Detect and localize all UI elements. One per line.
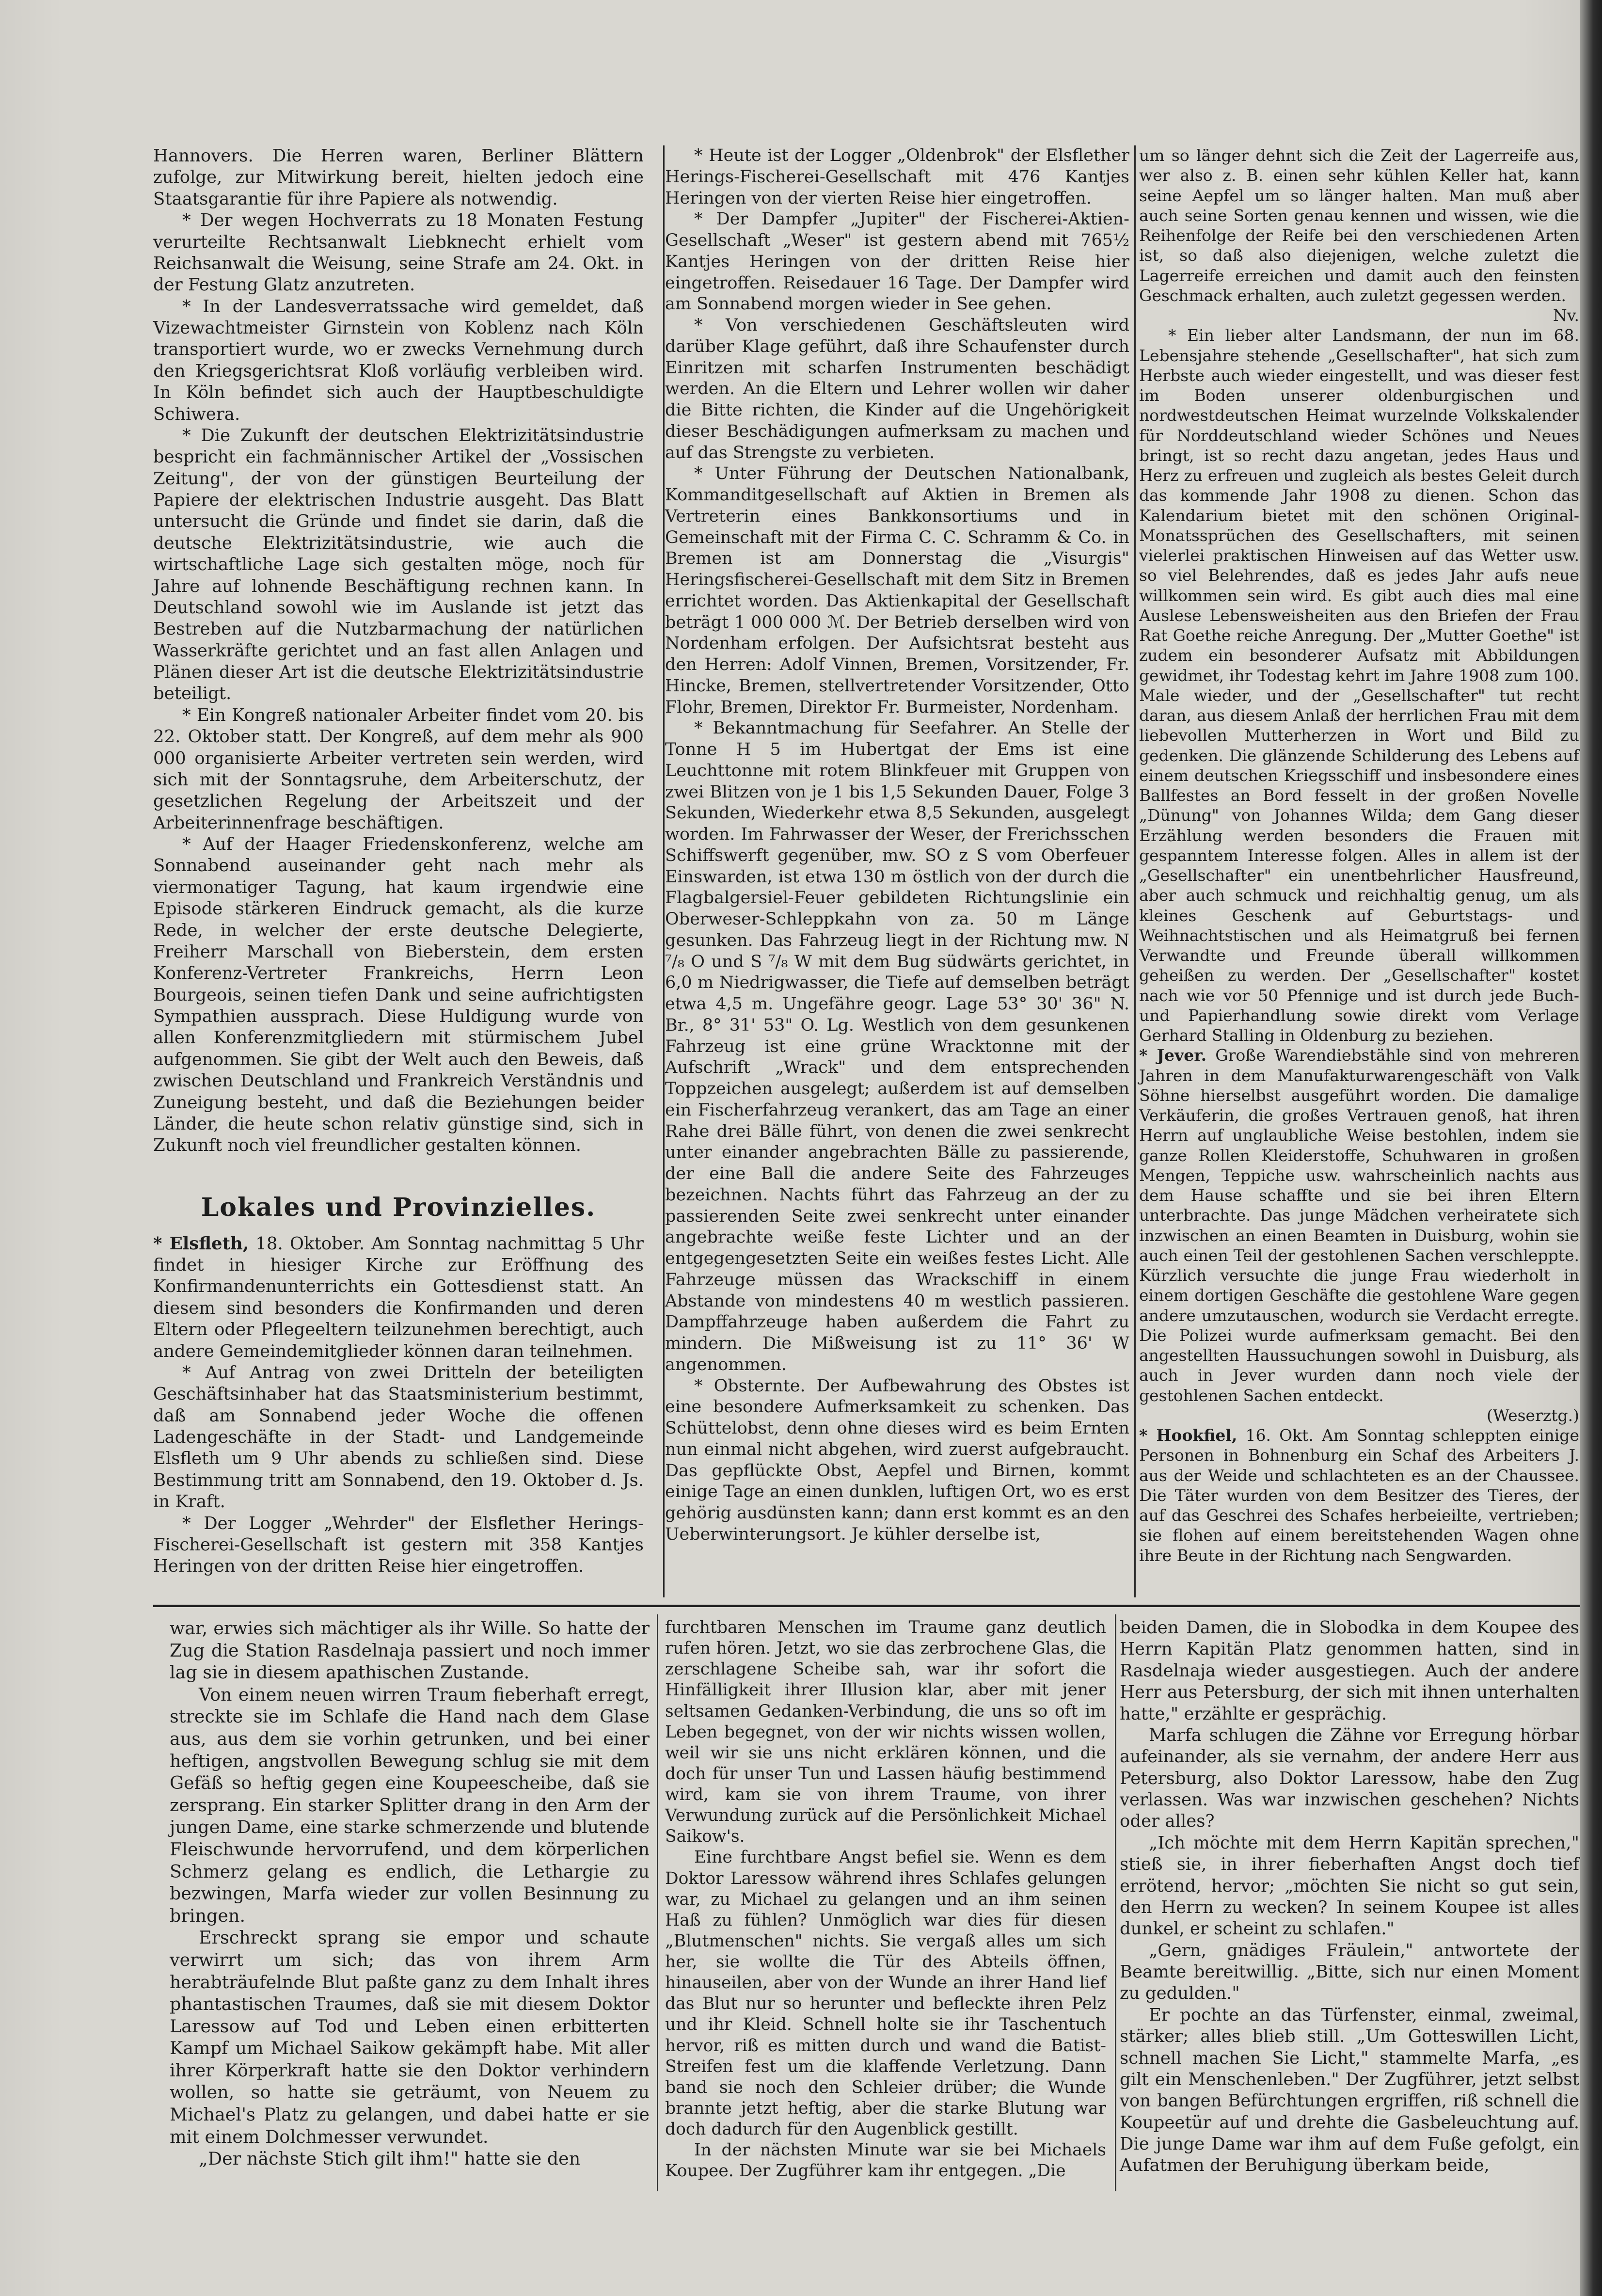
bottom-column-2-text bbox=[665, 1617, 1106, 2182]
paragraph-text: * Der wegen Hochverrats zu 18 Monaten Festung verurteilte Rechtsanwalt Liebknecht erhielt vom Reichsanwalt die Weisung, seine Strafe am 24. Okt. in der Festung Glatz anzutreten. bbox=[153, 210, 644, 295]
paragraph-text: Marfa schlugen die Zähne vor Erregung hörbar aufeinander, als sie vernahm, der andere Herr aus Petersburg, also Doktor Laressow, habe den Zug verlassen. Was war inzwischen geschehen? Nichts oder alles? bbox=[1120, 1725, 1579, 1832]
top-column-3 bbox=[1139, 145, 1579, 1565]
paragraph bbox=[170, 1927, 650, 2148]
paragraph-text: * Bekanntmachung für Seefahrer. An Stelle der Tonne H 5 im Hubertgat der Ems ist eine Leuchttonne mit rotem Blinkfeuer mit Gruppen von zwei Blitzen von je 1 bis 1,5 Sekunden Dauer, Folge 3 Sekunden, Wiederkehr etwa 8,5 Sekunden, ausgelegt worden. Im Fahrwasser der Weser, der Frerichsschen Schiffswerft gegenüber, mw. SO z S vom Oberfeuer Einswarden, ist etwa 130 m östlich von der durch die Flagbalgersiel-Feuer gebildeten Richtungslinie ein Oberweser-Schleppkahn von za. 50 m Länge gesunken. Das Fahrzeug liegt in der Richtung mw. N ⁷/₈ O und S ⁷/₈ W mit dem Bug südwärts gerichtet, in 6,0 m Niedrigwasser, die Tiefe auf demselben beträgt etwa 4,5 m. Ungefähre geogr. Lage 53° 30' 36" N. Br., 8° 31' 53" O. Lg. Westlich von dem gesunkenen Fahrzeug ist eine grüne Wracktonne mit der Aufschrift „Wrack" und dem entsprechenden Toppzeichen ausgelegt; außerdem ist auf demselben ein Fischerfahrzeug verankert, das am Tage an einer Rahe drei Bälle führt, von denen die zwei senkrecht unter einander angebrachten Bälle zu passierende, der eine Ball die andere Seite des Fahrzeuges bezeichnen. Nachts führt das Fahrzeug an der zu passierenden Seite zwei senkrecht unter einander angebrachte weiße feste Lichter und an der entgegengesetzten Seite ein weißes festes Licht. Alle Fahrzeuge müssen das Wrackschiff in einem Abstande von mindestens 40 m westlich passieren. Dampffahrzeuge haben außerdem die Fahrt zu mindern. Die Mißweisung ist zu 11° 36' W angenommen. bbox=[665, 718, 1129, 1374]
paragraph bbox=[153, 705, 644, 834]
paragraph-text: 18. Oktober. Am Sonntag nachmittag 5 Uhr findet in hiesiger Kirche zur Eröffnung des Konfirmandenunterrichts ein Gottesdienst statt. An diesem sind besonders die Konfirmanden und deren Eltern oder Pflegeeltern teilzunehmen berechtigt, auch andere Gemeindemitglieder können daran teilnehmen. bbox=[153, 1233, 644, 1361]
paragraph-text: * Ein Kongreß nationaler Arbeiter findet vom 20. bis 22. Oktober statt. Der Kongreß, auf dem mehr als 900 000 organisierte Arbeiter vertreten sein werden, wird sich mit der Sonntagsruhe, dem Arbeiterschutz, der gesetzlichen Regelung der Arbeitszeit und der Arbeiterinnenfrage beschäftigen. bbox=[153, 705, 644, 833]
top-column-3-articles bbox=[1139, 145, 1579, 1565]
paragraph-text: * Ein lieber alter Landsmann, der nun im 68. Lebensjahre stehende „Gesellschafter", hat sich zum Herbste auch wieder eingestellt, und was dieser fest im Boden unserer oldenburgischen und nordwestdeutschen Heimat wurzelnde Volkskalender für Norddeutschland wieder Schönes und Neues bringt, ist so recht dazu angetan, jedes Haus und Herz zu erfreuen und zugleich als bestes Geleit durch das kommende Jahr 1908 zu dienen. Schon das Kalendarium bietet mit den schönen Original-Monatssprüchen des Gesellschafters, mit seinen vielerlei praktischen Hinweisen auf das Wetter usw. so viel Belehrendes, daß es jedes Jahr aufs neue willkommen sein wird. Es gibt auch dies mal eine Auslese Lebensweisheiten aus den Briefen der Frau Rat Goethe reiche Anregung. Der „Mutter Goethe" ist zudem ein besonderer Aufsatz mit Abbildungen gewidmet, ihr Todestag kehrt im Jahre 1908 zum 100. Male wieder, und der „Gesellschafter" tut recht daran, aus diesem Anlaß der herrlichen Frau mit dem liebevollen Mutterherzen in Wort und Bild zu gedenken. Die glänzende Schilderung des Lebens auf einem deutschen Kriegsschiff und insbesondere eines Ballfestes an Bord fesselt in der großen Novelle „Dünung" von Johannes Wilda; dem Gang dieser Erzählung werden besonders die Frauen mit gespanntem Interesse folgen. Alles in allem ist der „Gesellschafter" ein unentbehrlicher Hausfreund, aber auch schmuck und reichhaltig genug, um als kleines Geschenk auf Geburtstags- und Weihnachtstischen und als Heimatgruß bei fernen Verwandte und Freunde überall willkommen geheißen zu werden. Der „Gesellschafter" kostet nach wie vor 50 Pfennige und ist durch jede Buch- und Papierhandlung sowie direkt vom Verlage Gerhard Stalling in Oldenburg zu beziehen. bbox=[1139, 326, 1579, 1045]
paragraph-text: um so länger dehnt sich die Zeit der Lagerreife aus, wer also z. B. einen sehr kühlen Keller hat, kann seine Aepfel um so länger halten. Man muß aber auch seine Sorten genau kennen und wissen, wie die Reihenfolge der Reife bei den verschiedenen Arten ist, so daß also diejenigen, welche zuletzt die Lagerreife erreichen und damit auch den feinsten Geschmack erhalten, auch zuletzt gegessen werden. bbox=[1139, 146, 1579, 305]
paragraph bbox=[1139, 325, 1579, 1045]
paragraph bbox=[170, 2148, 650, 2170]
paragraph-text: 16. Okt. Am Sonntag schleppten einige Personen in Bohnenburg ein Schaf des Arbeiters J. aus der Weide und schlachteten es an der Chaussee. Die Täter wurden von dem Besitzer des Tieres, der auf das Geschrei des Schafes herbeieilte, vertrieben; sie flohen auf einem bereitstehenden Wagen ohne ihre Beute in der Richtung nach Sengwarden. bbox=[1139, 1426, 1580, 1565]
paragraph bbox=[170, 1617, 650, 1684]
paragraph bbox=[1139, 305, 1579, 325]
paragraph bbox=[1120, 1940, 1579, 2005]
paragraph-text: * Der Dampfer „Jupiter" der Fischerei-Aktien-Gesellschaft „Weser" ist gestern abend mit 765½ Kantjes Heringen von der dritten Reise hier eingetroffen. Reisedauer 16 Tage. Der Dampfer wird am Sonnabend morgen wieder in See gehen. bbox=[665, 209, 1129, 314]
bottom-column-3 bbox=[1120, 1617, 1579, 2177]
paragraph-text: war, erwies sich mächtiger als ihr Wille. So hatte der Zug die Station Rasdelnaja passiert und noch immer lag sie in diesem apathischen Zustande. bbox=[170, 1618, 650, 1683]
top-column-1-local-articles bbox=[153, 1233, 644, 1578]
paragraph bbox=[1139, 1425, 1579, 1565]
paragraph bbox=[1120, 1725, 1579, 1833]
page-edge-shadow bbox=[1580, 0, 1602, 2296]
top-column-2-articles bbox=[665, 145, 1129, 1546]
paragraph bbox=[665, 209, 1129, 315]
bottom-column-2 bbox=[665, 1617, 1106, 2182]
paragraph-text: * Von verschiedenen Geschäftsleuten wird darüber Klage geführt, daß ihre Schaufenster durch Einritzen mit scharfen Instrumenten beschädigt werden. An die Eltern und Lehrer wollen wir daher die Bitte richten, die Kinder auf die Ungehörigkeit dieser Beschädigungen aufmerksam zu machen und auf das Strengste zu verbieten. bbox=[665, 316, 1129, 462]
paragraph bbox=[153, 145, 644, 210]
paragraph-text: furchtbaren Menschen im Traume ganz deutlich rufen hören. Jetzt, wo sie das zerbrochene Glas, die zerschlagene Scheibe sah, war ihr sofort die Hinfälligkeit ihrer Illusion klar, aber mit jener seltsamen Gedanken-Verbindung, die uns so oft im Leben begegnet, von der wir nichts wissen wollen, weil wir sie uns nicht erklären können, und die doch für unser Tun und Lassen häufig bestimmend wird, kam sie von ihrem Traume, von ihrer Verwundung zurück auf die Persönlichkeit Michael Saikow's. bbox=[665, 1618, 1106, 1847]
column-rule-top-2 bbox=[1134, 145, 1136, 1597]
section-divider-rule bbox=[153, 1605, 1580, 1607]
paragraph-text: * Die Zukunft der deutschen Elektrizitätsindustrie bespricht ein fachmännischer Artikel der „Vossischen Zeitung", der von der günstigen Beurteilung der Papiere der elektrischen Industrie ausgeht. Das Blatt untersucht die Gründe und findet sie darin, daß die deutsche Elektrizitätsindustrie, wie auch die wirtschaftliche Lage sich gestalten möge, noch für Jahre auf lohnende Beschäftigung rechnen kann. In Deutschland sowohl wie im Auslande ist jetzt das Bestreben auf die Nutzbarmachung der natürlichen Wasserkräfte gerichtet und an fast allen Anlagen und Plänen dieser Art ist die deutsche Elektrizitätsindustrie beteiligt. bbox=[153, 425, 644, 704]
paragraph-text: (Weserztg.) bbox=[1486, 1405, 1579, 1425]
paragraph bbox=[153, 834, 644, 1157]
paragraph bbox=[153, 1233, 644, 1362]
paragraph-text: beiden Damen, die in Slobodka in dem Koupee des Herrn Kapitän Platz genommen hatten, sind in Rasdelnaja wieder ausgestiegen. Auch der andere Herr aus Petersburg, der sich mit ihnen unterhalten hatte," erzählte er gesprächig. bbox=[1120, 1618, 1579, 1724]
paragraph bbox=[153, 210, 644, 296]
paragraph bbox=[1120, 2005, 1579, 2177]
paragraph bbox=[153, 296, 644, 425]
paragraph-text: * Auf der Haager Friedenskonferenz, welche am Sonnabend auseinander geht nach mehr als viermonatiger Tagung, hat kaum irgendwie eine Episode stärkeren Eindruck gemacht, als die kurze Rede, in welcher der erste deutsche Delegierte, Freiherr Marschall von Bieberstein, dem ersten Konferenz-Vertreter Frankreichs, Herrn Leon Bourgeois, seinen tiefen Dank und seine aufrichtigsten Sympathien aussprach. Diese Huldigung wurde von allen Konferenzmitgliedern mit stürmischem Jubel aufgenommen. Sie gibt der Welt auch den Beweis, daß zwischen Deutschland und Frankreich Verständnis und Zuneigung besteht, und daß die Beziehungen beider Länder, die heute schon relativ günstige sind, sich in Zukunft noch viel freundlicher gestalten können. bbox=[153, 834, 644, 1156]
paragraph bbox=[1139, 1405, 1579, 1425]
paragraph-text: „Der nächste Stich gilt ihm!" hatte sie den bbox=[199, 2148, 581, 2169]
paragraph bbox=[665, 1617, 1106, 1847]
paragraph bbox=[665, 463, 1129, 718]
top-column-2 bbox=[665, 145, 1129, 1546]
paragraph bbox=[1139, 145, 1579, 305]
top-column-1 bbox=[153, 145, 644, 1578]
column-rule-top-1 bbox=[663, 145, 665, 1597]
paragraph bbox=[1120, 1833, 1579, 1940]
paragraph-text: Große Warendiebstähle sind von mehreren Jahren in dem Manufakturwarengeschäft von Valk Söhne hierselbst ausgeführt worden. Die damalige Verkäuferin, die großes Vertrauen genoß, hat ihren Herrn auf unglaubliche Weise bestohlen, indem sie ganze Rollen Kleiderstoffe, Schuhwaren in großen Mengen, Teppiche usw. wahrscheinlich nachts aus dem Hause schaffte und sie bei ihren Eltern unterbrachte. Das junge Mädchen verheiratete sich inzwischen an einen Beamten in Duisburg, wohin sie auch einen Teil der gestohlenen Sachen verschleppte. Kürzlich versuchte die junge Frau wiederholt in einem dortigen Geschäfte die gestohlene Ware gegen andere umzutauschen, wodurch sie Verdacht erregte. Die Polizei wurde aufmerksam gemacht. Bei den angestellten Haussuchungen sowohl in Duisburg, als auch in Jever wurden dann noch viele der gestohlenen Sachen entdeckt. bbox=[1139, 1046, 1579, 1405]
paragraph-text: Nv. bbox=[1553, 306, 1579, 325]
paragraph-text: * Unter Führung der Deutschen Nationalbank, Kommanditgesellschaft auf Aktien in Bremen als Vertreterin eines Bankkonsortiums und in Gemeinschaft mit der Firma C. C. Schramm & Co. in Bremen ist am Donnerstag die „Visurgis" Heringsfischerei-Gesellschaft mit dem Sitz in Bremen errichtet worden. Das Aktienkapital der Gesellschaft beträgt 1 000 000 ℳ. Der Betrieb derselben wird von Nordenham erfolgen. Der Aufsichtsrat besteht aus den Herren: Adolf Vinnen, Bremen, Vorsitzender, Fr. Hincke, Bremen, stellvertretender Vorsitzender, Otto Flohr, Bremen, Direktor Fr. Burmeister, Nordenham. bbox=[665, 464, 1129, 717]
paragraph bbox=[1139, 1045, 1579, 1405]
column-rule-bottom-1 bbox=[657, 1614, 658, 2191]
paragraph-text: Von einem neuen wirren Traum fieberhaft erregt, streckte sie im Schlafe die Hand nach dem Glase aus, aus dem sie vorhin getrunken, und bei einer heftigen, angstvollen Bewegung schlug sie mit dem Gefäß so heftig gegen eine Koupeescheibe, daß sie zersprang. Ein starker Splitter drang in den Arm der jungen Dame, eine starke schmerzende und blutende Fleischwunde hervorrufend, und dem körperlichen Schmerz gelang es endlich, die Lethargie zu bezwingen, Marfa wieder zur vollen Besinnung zu bringen. bbox=[170, 1684, 650, 1926]
paragraph-text: * Auf Antrag von zwei Dritteln der beteiligten Geschäftsinhaber hat das Staatsministerium bestimmt, daß am Sonnabend jeder Woche die offenen Ladengeschäfte in der Stadt- und Landgemeinde Elsfleth um 9 Uhr abends zu schließen sind. Diese Bestimmung tritt am Sonnabend, den 19. Oktober d. Js. in Kraft. bbox=[153, 1362, 644, 1512]
bottom-column-1-text bbox=[170, 1617, 650, 2170]
paragraph bbox=[665, 315, 1129, 463]
paragraph-text: Er pochte an das Türfenster, einmal, zweimal, stärker; alles blieb still. „Um Gotteswillen Licht, schnell machen Sie Licht," stammelte Marfa, „es gilt ein Menschenleben." Der Zugführer, jetzt selbst von bangen Befürchtungen ergriffen, riß schnell die Koupeetür auf und drehte die Gasbeleuchtung auf. Die junge Dame war ihm auf dem Fuße gefolgt, ein Aufatmen der Beruhigung überkam beide, bbox=[1120, 2005, 1579, 2176]
paragraph-text: In der nächsten Minute war sie bei Michaels Koupee. Der Zugführer kam ihr entgegen. „Die bbox=[665, 2140, 1106, 2181]
paragraph-text: * In der Landesverratssache wird gemeldet, daß Vizewachtmeister Girnstein von Koblenz nach Köln transportiert wurde, wo er zwecks Vernehmung durch den Kriegsgerichtsrat Kloß vorläufig verbleiben wird. In Köln befindet sich auch der Hauptbeschuldigte Schiwera. bbox=[153, 296, 644, 424]
paragraph bbox=[1120, 1617, 1579, 1725]
paragraph bbox=[665, 1376, 1129, 1546]
paragraph bbox=[665, 2140, 1106, 2182]
paragraph-text: „Gern, gnädiges Fräulein," antwortete der Beamte bereitwillig. „Bitte, sich nur einen Moment zu gedulden." bbox=[1120, 1940, 1579, 2004]
paragraph-text: Eine furchtbare Angst befiel sie. Wenn es dem Doktor Laressow während ihres Schlafes gelungen war, zu Michael zu gelangen und an ihm seinen Haß zu fühlen? Unmöglich war dies für diesen „Blutmenschen" nichts. Sie vergaß alles um sich her, sie wollte die Tür des Abteils öffnen, hinauseilen, aber von der Wunde an ihrer Hand lief das Blut nur so herunter und befleckte ihren Pelz und ihr Kleid. Schnell holte sie ihr Taschentuch hervor, riß es mitten durch und wand die Batist-Streifen fest um die klaffende Verletzung. Dann band sie noch den Schleier drüber; die Wunde brannte jetzt heftig, aber die starke Blutung war doch dadurch für den Augenblick gestillt. bbox=[665, 1848, 1106, 2139]
place-name-lead: * Jever. bbox=[1139, 1046, 1207, 1065]
bottom-column-1 bbox=[170, 1617, 650, 2170]
paragraph-text: * Heute ist der Logger „Oldenbrok" der Elsflether Herings-Fischerei-Gesellschaft mit 476 Kantjes Heringen von der vierten Reise hier eingetroffen. bbox=[665, 146, 1129, 208]
paragraph bbox=[153, 1362, 644, 1513]
paragraph bbox=[153, 1513, 644, 1578]
paragraph-text: * Der Logger „Wehrder" der Elsflether Herings-Fischerei-Gesellschaft ist gestern mit 358 Kantjes Heringen von der dritten Reise hier eingetroffen. bbox=[153, 1513, 644, 1577]
section-heading: Lokales und Provinzielles. bbox=[201, 1192, 596, 1222]
place-name-lead: * Elsfleth, bbox=[153, 1233, 249, 1254]
paragraph bbox=[170, 1684, 650, 1927]
top-column-1-articles bbox=[153, 145, 644, 1157]
paragraph bbox=[665, 718, 1129, 1375]
paragraph-text: Hannovers. Die Herren waren, Berliner Blättern zufolge, zur Mitwirkung bereit, hielten jedoch eine Staatsgarantie für ihre Papiere als notwendig. bbox=[153, 146, 644, 209]
paragraph-text: Erschreckt sprang sie empor und schaute verwirrt um sich; das von ihrem Arm herabträufelnde Blut paßte ganz zu dem Inhalt ihres phantastischen Traumes, daß sie mit diesem Doktor Laressow auf Tod und Leben einen erbitterten Kampf um Michael Saikow gekämpft habe. Mit aller ihrer Körperkraft hatte sie den Doktor verhindern wollen, so hatte sie geträumt, von Neuem zu Michael's Platz zu gelangen, und dabei hatte er sie mit einem Dolchmesser verwundet. bbox=[170, 1927, 650, 2147]
column-rule-bottom-2 bbox=[1115, 1614, 1116, 2191]
place-name-lead: * Hookfiel, bbox=[1139, 1426, 1237, 1445]
paragraph bbox=[665, 145, 1129, 209]
paragraph bbox=[665, 1847, 1106, 2140]
paragraph-text: * Obsternte. Der Aufbewahrung des Obstes ist eine besondere Aufmerksamkeit zu schenken. Das Schüttelobst, denn ohne dieses wird es beim Ernten nun einmal nicht abgehen, wird zuerst aufgebraucht. Das gepflückte Obst, Aepfel und Birnen, kommt einige Tage an einen dunklen, luftigen Ort, wo es erst gehörig ausdünsten kann; dann erst kommt es an den Ueberwinterungsort. Je kühler derselbe ist, bbox=[665, 1376, 1129, 1544]
bottom-column-3-text bbox=[1120, 1617, 1579, 2177]
paragraph-text: „Ich möchte mit dem Herrn Kapitän sprechen," stieß sie, in ihrer fieberhaften Angst doch tief errötend, hervor; „möchten Sie nicht so gut sein, den Herrn zu wecken? In seinem Koupee ist alles dunkel, er scheint zu schlafen." bbox=[1120, 1833, 1579, 1939]
paragraph bbox=[153, 425, 644, 705]
